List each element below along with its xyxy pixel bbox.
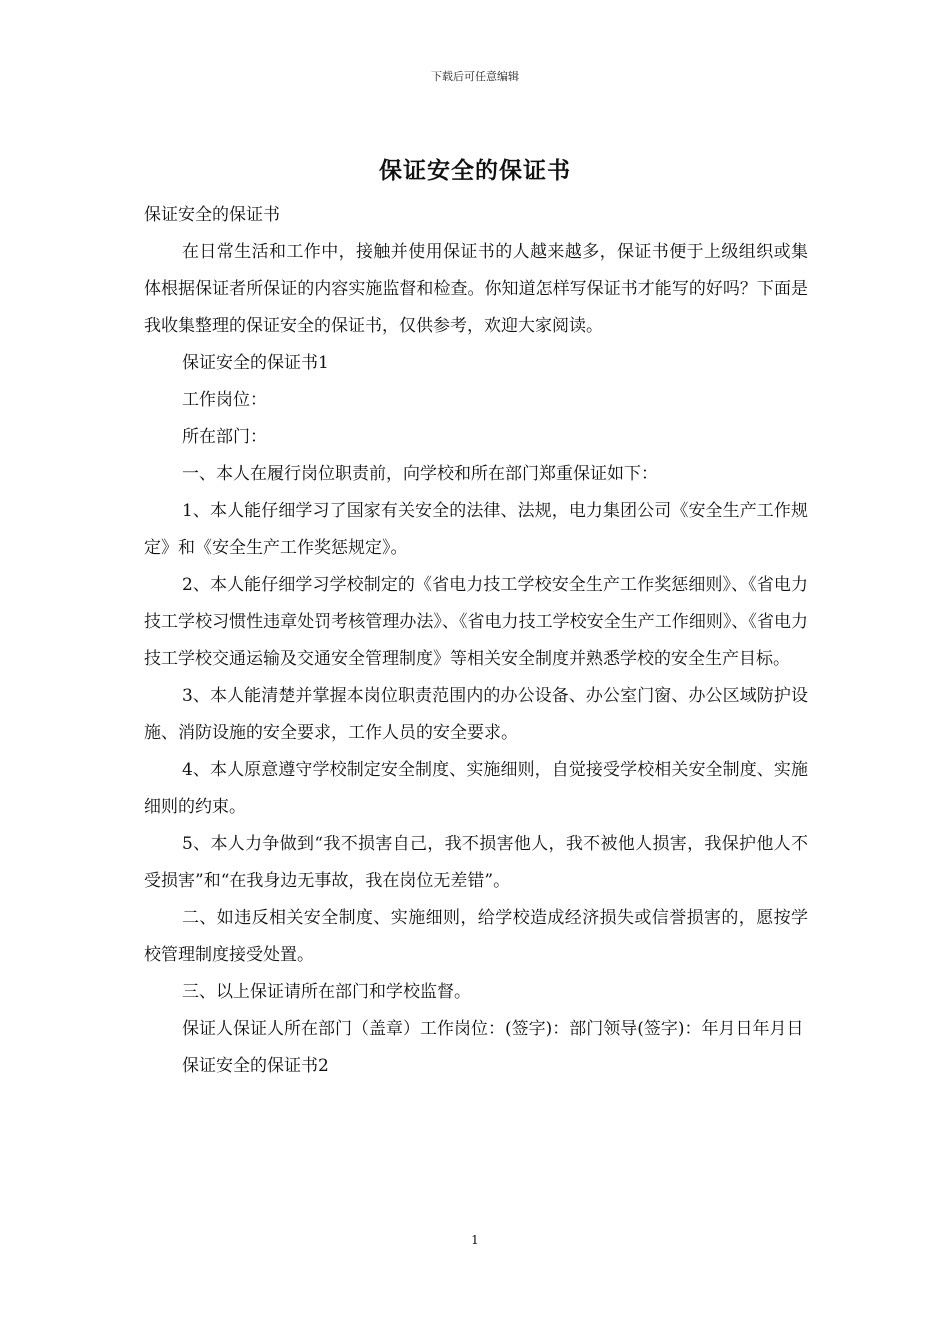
paragraph: 3、本人能清楚并掌握本岗位职责范围内的办公设备、办公室门窗、办公区域防护设施、消防设施的安全要求，工作人员的安全要求。 [144,686,808,743]
signature-line: 保证人保证人所在部门（盖章）工作岗位：(签字)：部门领导(签字)：年月日年月日 [182,1019,804,1039]
page-number: 1 [471,1233,479,1247]
paragraph: 保证安全的保证书 [144,205,280,225]
paragraph: 2、本人能仔细学习学校制定的《省电力技工学校安全生产工作奖惩细则》、《省电力技工学校习惯性违章处罚考核管理办法》、《省电力技工学校安全生产工作细则》、《省电力技工学校交通运输及交通安全管理制度》等相关安全制度并熟悉学校的安全生产目标。 [144,575,808,669]
section-heading: 保证安全的保证书1 [182,353,329,373]
section-heading: 保证安全的保证书2 [182,1056,329,1076]
paragraph: 一、本人在履行岗位职责前，向学校和所在部门郑重保证如下： [182,464,658,484]
paragraph: 1、本人能仔细学习了国家有关安全的法律、法规，电力集团公司《安全生产工作规定》和《安全生产工作奖惩规定》。 [144,501,808,558]
paragraph: 4、本人原意遵守学校制定安全制度、实施细则，自觉接受学校相关安全制度、实施细则的约束。 [144,760,808,817]
paragraph: 所在部门： [182,427,267,447]
document-body [144,197,808,1085]
header-note: 下载后可任意编辑 [431,70,519,83]
paragraph: 二、如违反相关安全制度、实施细则，给学校造成经济损失或信誉损害的，愿按学校管理制度接受处置。 [144,908,808,965]
document-title: 保证安全的保证书 [379,157,571,184]
paragraph: 三、以上保证请所在部门和学校监督。 [182,982,471,1002]
paragraph: 在日常生活和工作中，接触并使用保证书的人越来越多，保证书便于上级组织或集体根据保证者所保证的内容实施监督和检查。你知道怎样写保证书才能写的好吗？下面是我收集整理的保证安全的保证书，仅供参考，欢迎大家阅读。 [144,242,808,336]
paragraph: 工作岗位： [182,390,267,410]
paragraph: 5、本人力争做到“我不损害自己，我不损害他人，我不被他人损害，我保护他人不受损害”和“在我身边无事故，我在岗位无差错”。 [144,834,808,891]
